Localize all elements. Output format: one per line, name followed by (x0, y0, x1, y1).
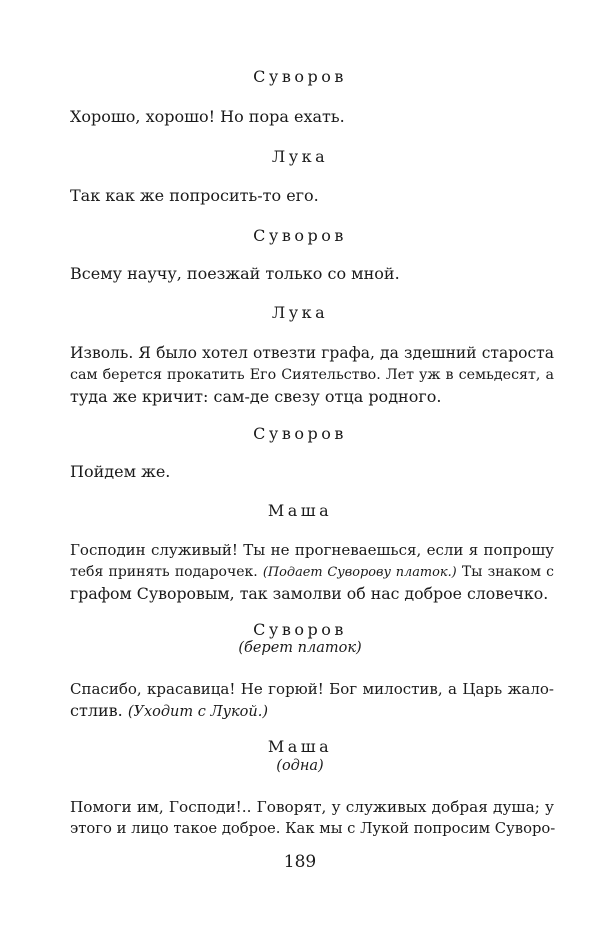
line-text: стлив. (70, 701, 128, 720)
speaker-name: Суворов (253, 226, 347, 245)
dialogue-line: этого и лицо такое доброе. Как мы с Лукой попросим Суворо- (70, 820, 556, 837)
speaker-name: Суворов (253, 67, 347, 86)
stage-direction-inline: (Подает Суворову платок.) (262, 565, 457, 580)
dialogue-line: Помоги им, Господи!.. Говорят, у служивых добрая душа; у (70, 798, 554, 816)
speaker-name: Суворов (253, 424, 347, 443)
dialogue-line (70, 700, 554, 723)
line-text: Ты знаком с (456, 564, 554, 580)
dialogue-line: Господин служивый! Ты не прогневаешься, если я попрошу (70, 541, 554, 559)
dialogue-line: Пойдем же. (70, 462, 171, 481)
stage-direction-inline: (Уходит с Лукой.) (127, 704, 268, 720)
stage-direction: (берет платок) (238, 640, 362, 656)
speaker-name: Маша (267, 737, 333, 756)
dialogue-line (70, 561, 554, 584)
dialogue-line: Спасибо, красавица! Не горюй! Бог милостив, а Царь жало- (70, 680, 554, 698)
page-number: 189 (283, 852, 317, 872)
line-text: тебя принять подарочек. (70, 564, 263, 580)
dialogue-line: Хорошо, хорошо! Но пора ехать. (70, 107, 345, 126)
dialogue-line: туда же кричит: сам-де свезу отца родного. (70, 387, 442, 406)
dialogue-line: графом Суворовым, так замолви об нас доброе словечко. (70, 584, 549, 603)
stage-direction: (одна) (276, 758, 324, 774)
speaker-name: Лука (271, 303, 329, 322)
dialogue-line: сам берется прокатить Его Сиятельство. Лет уж в семьдесят, а (70, 367, 554, 383)
dialogue-line: Изволь. Я было хотел отвезти графа, да здешний староста (70, 344, 554, 362)
speaker-name: Суворов (253, 620, 347, 639)
speaker-name: Лука (271, 147, 329, 166)
speaker-name: Маша (267, 501, 333, 520)
dialogue-line: Так как же попросить-то его. (70, 186, 319, 205)
dialogue-line: Всему научу, поезжай только со мной. (70, 264, 400, 283)
